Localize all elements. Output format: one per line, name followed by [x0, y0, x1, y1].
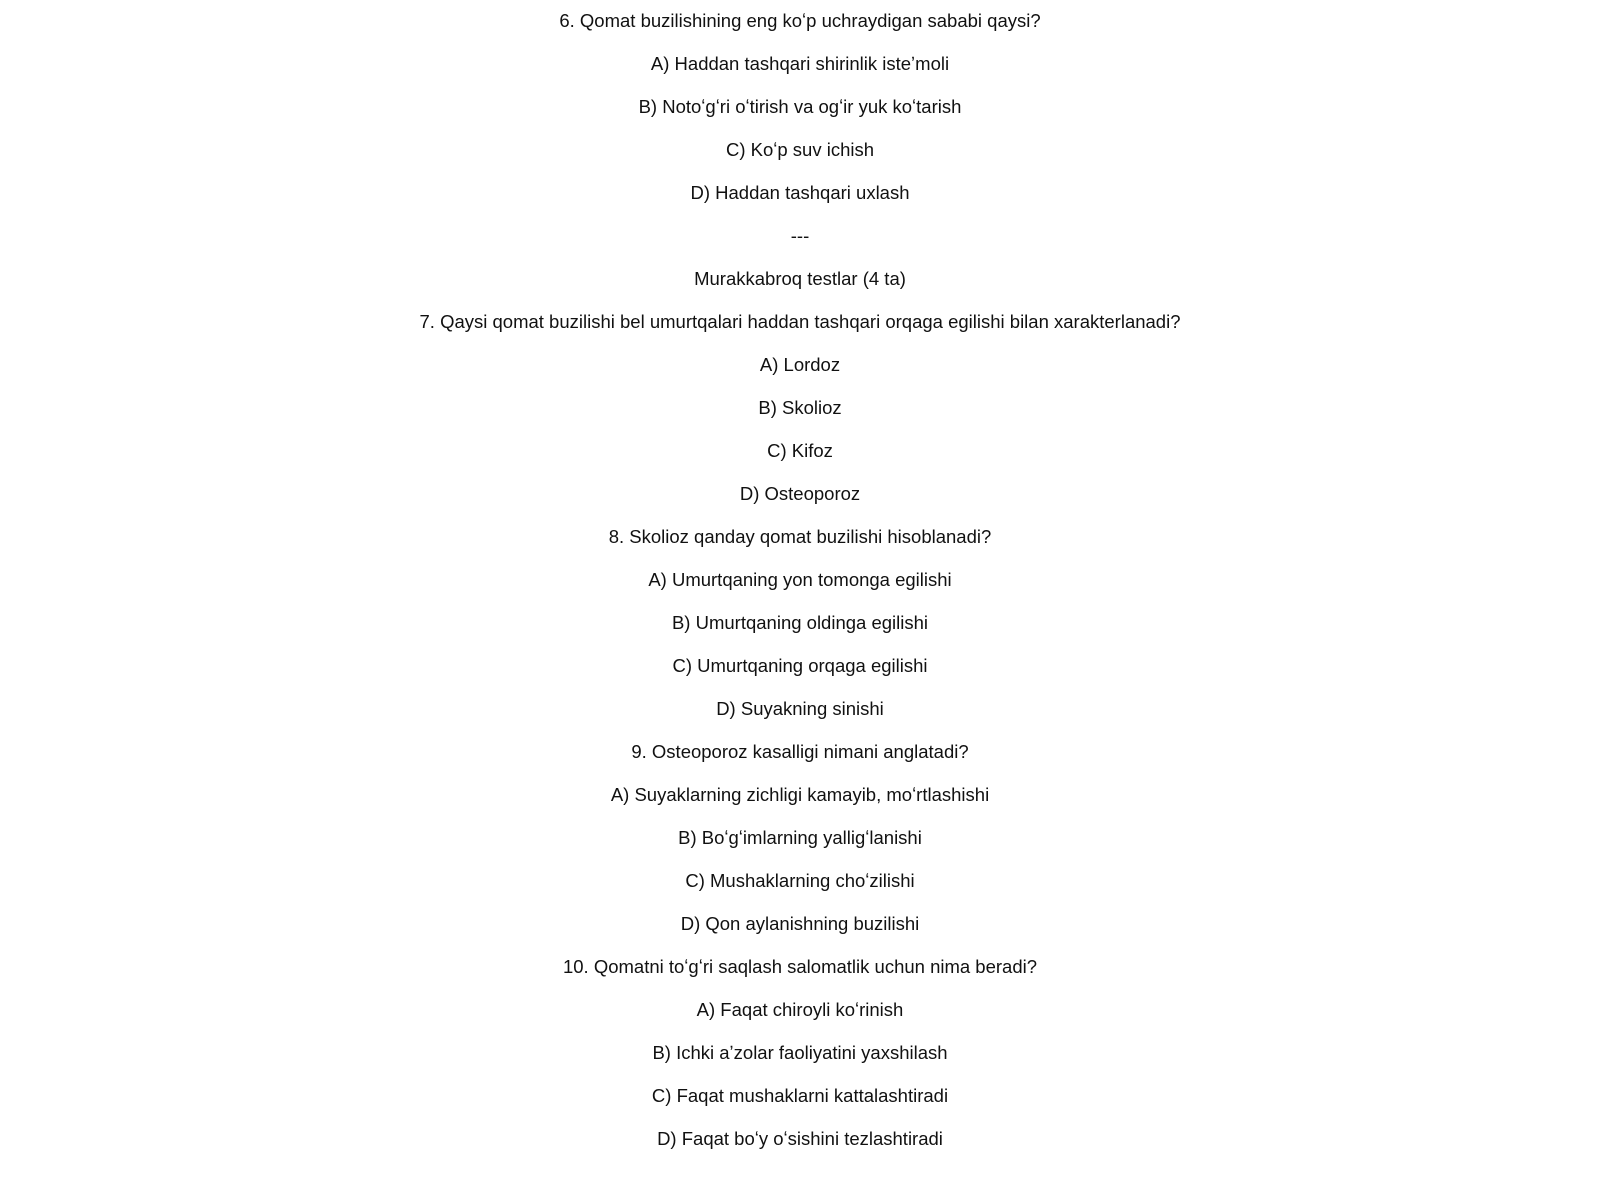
separator: ---	[790, 225, 810, 246]
question-7-text: 7. Qaysi qomat buzilishi bel umurtqalari haddan tashqari orqaga egilishi bilan xarakterlanadi?	[419, 311, 1181, 332]
q7-option-d: D) Osteoporoz	[739, 483, 861, 504]
question-8-text: 8. Skolioz qanday qomat buzilishi hisoblanadi?	[608, 526, 992, 547]
question-10-text: 10. Qomatni toʻgʻri saqlash salomatlik uchun nima beradi?	[562, 956, 1038, 977]
q9-option-b: B) Boʻgʻimlarning yalligʻlanishi	[678, 827, 922, 848]
q6-option-c: C) Koʻp suv ichish	[725, 139, 875, 160]
q10-option-b: B) Ichki aʼzolar faoliyatini yaxshilash	[652, 1042, 948, 1063]
section-heading: Murakkabroq testlar (4 ta)	[694, 268, 906, 289]
q8-option-b: B) Umurtqaning oldinga egilishi	[671, 612, 929, 633]
question-6-text: 6. Qomat buzilishining eng koʻp uchraydigan sababi qaysi?	[559, 10, 1041, 31]
q8-option-c: C) Umurtqaning orqaga egilishi	[672, 655, 928, 676]
q7-option-c: C) Kifoz	[767, 440, 833, 461]
q7-option-a: A) Lordoz	[759, 354, 841, 375]
q9-option-c: C) Mushaklarning choʻzilishi	[685, 870, 915, 891]
q9-option-d: D) Qon aylanishning buzilishi	[680, 913, 920, 934]
q9-option-a: A) Suyaklarning zichligi kamayib, moʻrtlashishi	[610, 784, 990, 805]
q8-option-d: D) Suyakning sinishi	[716, 698, 884, 719]
q7-option-b: B) Skolioz	[758, 397, 842, 418]
q8-option-a: A) Umurtqaning yon tomonga egilishi	[648, 569, 952, 590]
q6-option-d: D) Haddan tashqari uxlash	[690, 182, 910, 203]
question-9-text: 9. Osteoporoz kasalligi nimani anglatadi?	[631, 741, 969, 762]
q6-option-b: B) Notoʻgʻri oʻtirish va ogʻir yuk koʻtarish	[638, 96, 962, 117]
q10-option-a: A) Faqat chiroyli koʻrinish	[696, 999, 904, 1020]
q6-option-a: A) Haddan tashqari shirinlik isteʼmoli	[650, 53, 950, 74]
q10-option-c: C) Faqat mushaklarni kattalashtiradi	[651, 1085, 949, 1106]
q10-option-d: D) Faqat boʻy oʻsishini tezlashtiradi	[657, 1128, 943, 1149]
